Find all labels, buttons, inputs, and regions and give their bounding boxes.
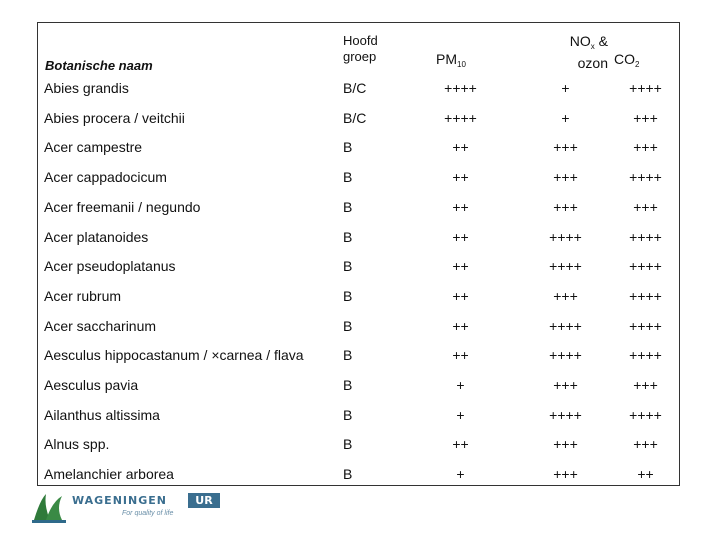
co2-rating: ++++ [629,258,662,275]
pm10-rating: ++ [452,436,469,453]
co2-rating: ++++ [629,287,662,304]
nox-ozone-rating: +++ [553,466,578,483]
species-name: Acer pseudoplatanus [44,258,176,275]
species-name: Acer cappadocicum [44,169,167,186]
logo-wordmark: WAGENINGEN [72,494,167,507]
pm10-rating: ++ [452,317,469,334]
header-co-sub: 2 [635,60,640,69]
table-row [38,345,679,365]
header-group-line2: groep [343,49,377,64]
co2-rating: ++++ [629,406,662,423]
main-group: B [343,198,353,215]
header-main-group [343,33,378,65]
main-group: B/C [343,109,367,126]
header-co-label: CO [614,51,635,67]
co2-rating: ++++ [629,347,662,364]
species-name: Acer platanoides [44,228,149,245]
main-group: B/C [343,80,367,96]
header-botanical-name: Botanische naam [45,58,153,73]
species-name: Ailanthus altissima [44,406,160,423]
nox-ozone-rating: ++++ [549,258,582,275]
pm10-rating: ++ [452,258,469,275]
co2-rating: ++++ [629,228,662,245]
nox-ozone-rating: +++ [553,169,578,186]
table-row [38,197,679,217]
table-row [38,375,679,395]
species-name: Acer freemanii / negundo [44,198,201,215]
species-name: Amelanchier arborea [44,466,174,483]
co2-rating: +++ [633,139,658,156]
pm10-rating: + [456,377,465,393]
main-group: B [343,139,353,156]
nox-ozone-rating: +++ [553,139,578,156]
table-row [38,434,679,454]
header-nox-sub: x [590,42,595,51]
species-name: Alnus spp. [44,436,110,453]
nox-ozone-rating: ++++ [549,347,582,364]
pm10-rating: ++ [452,198,469,215]
table-row [38,286,679,306]
nox-ozone-rating: + [561,80,570,96]
table-row [38,108,679,128]
header-group-line1: Hoofd [343,33,378,48]
main-group: B [343,169,353,186]
species-name: Acer rubrum [44,287,122,304]
nox-ozone-rating: +++ [553,436,578,453]
table-row [38,167,679,187]
table-row [38,405,679,425]
table-row [38,137,679,157]
species-name: Acer campestre [44,139,143,156]
main-group: B [343,377,353,393]
header-co2 [614,51,639,73]
header-nox-amp: & [594,33,608,49]
species-name: Acer saccharinum [44,317,157,334]
co2-rating: +++ [633,377,658,393]
table-row [38,316,679,336]
main-group: B [343,287,353,304]
co2-rating: ++++ [629,317,662,334]
co2-rating: +++ [633,109,658,126]
co2-rating: +++ [633,436,658,453]
pm10-rating: ++++ [444,80,477,96]
nox-ozone-rating: ++++ [549,317,582,334]
co2-rating: ++++ [629,169,662,186]
table-row [38,256,679,276]
main-group: B [343,347,353,364]
logo-ur-badge: UR [188,493,220,508]
main-group: B [343,317,353,334]
main-group: B [343,466,353,483]
nox-ozone-rating: + [561,109,570,126]
pm10-rating: + [456,466,465,483]
wageningen-ur-logo [32,490,222,525]
co2-rating: +++ [633,198,658,215]
species-name: Aesculus hippocastanum / ×carnea / flava [44,347,304,364]
co2-rating: ++ [637,466,654,483]
main-group: B [343,258,353,275]
header-pm10 [436,51,466,73]
nox-ozone-rating: +++ [553,198,578,215]
nox-ozone-rating: ++++ [549,228,582,245]
header-nox-label: NO [569,33,591,49]
main-group: B [343,228,353,245]
logo-tagline: For quality of life [122,510,174,517]
table-row [38,464,679,484]
main-group: B [343,436,353,453]
main-group: B [343,406,353,423]
pm10-rating: + [456,406,465,423]
header-pm-sub: 10 [457,60,466,69]
pm10-rating: ++ [452,139,469,156]
co2-rating: ++++ [629,80,662,96]
nox-ozone-rating: ++++ [549,406,582,423]
pm10-rating: ++ [452,169,469,186]
species-name: Abies grandis [44,80,129,96]
pm10-rating: ++ [452,347,469,364]
species-name: Aesculus pavia [44,377,139,393]
nox-ozone-rating: +++ [553,377,578,393]
nox-ozone-rating: +++ [553,287,578,304]
table-row [38,78,679,98]
header-ozone-label: ozon [577,55,608,71]
pm10-rating: ++ [452,228,469,245]
header-pm-label: PM [436,51,457,67]
species-table [37,22,680,486]
table-row [38,227,679,247]
logo-emblem-icon [32,490,68,524]
header-nox-ozone [533,33,608,71]
pm10-rating: ++++ [444,109,477,126]
pm10-rating: ++ [452,287,469,304]
species-name: Abies procera / veitchii [44,109,185,126]
